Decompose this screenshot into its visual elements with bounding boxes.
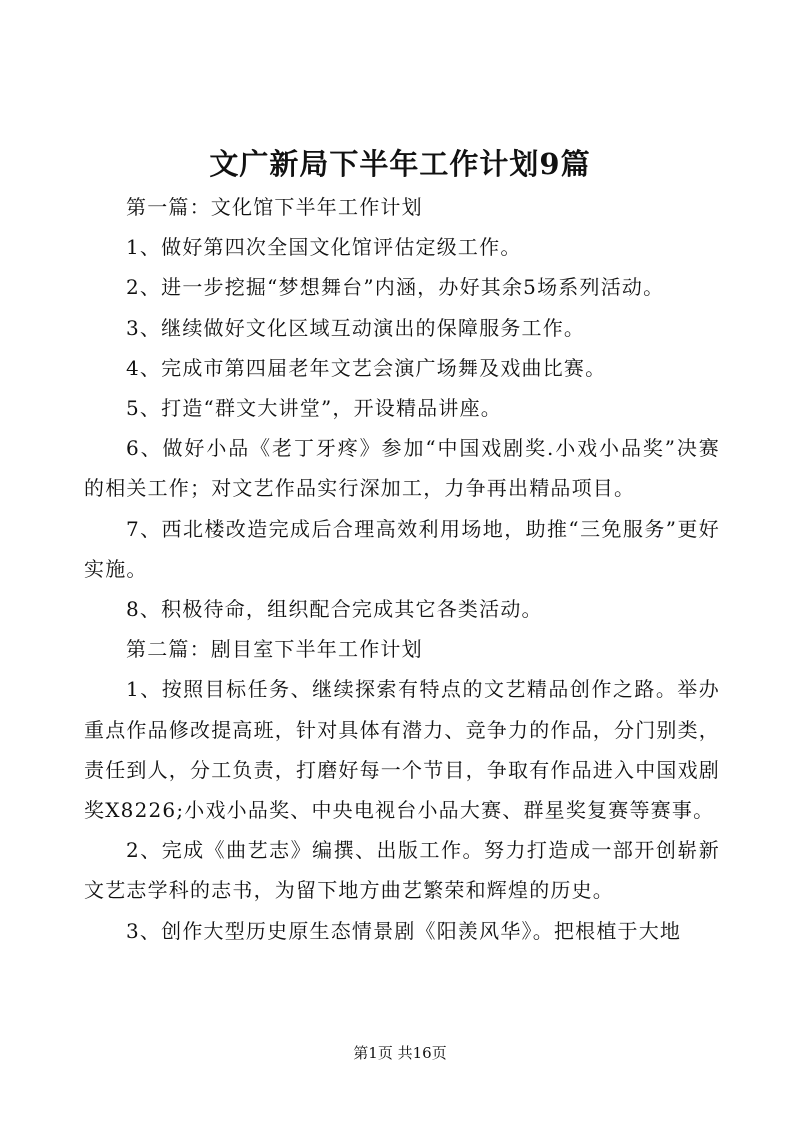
paragraph: 3、创作大型历史原生态情景剧《阳羡风华》。把根植于大地 — [126, 918, 682, 943]
paragraph: 2、进一步挖掘“梦想舞台”内涵，办好其余5场系列活动。 — [126, 275, 665, 300]
paragraph: 8、积极待命，组织配合完成其它各类活动。 — [126, 597, 543, 622]
paragraph: 6、做好小品《老丁牙疼》参加“中国戏剧奖.小戏小品奖”决赛的相关工作；对文艺作品实行深加工，力争再出精品项目。 — [84, 436, 720, 501]
paragraph: 4、完成市第四届老年文艺会演广场舞及戏曲比赛。 — [126, 355, 607, 380]
paragraph: 3、继续做好文化区域互动演出的保障服务工作。 — [126, 315, 586, 340]
paragraph: 5、打造“群文大讲堂”，开设精品讲座。 — [126, 396, 502, 421]
section-heading: 第二篇：剧目室下半年工作计划 — [126, 637, 423, 662]
paragraph: 2、完成《曲艺志》编撰、出版工作。努力打造成一部开创崭新文艺志学科的志书，为留下地方曲艺繁荣和辉煌的历史。 — [84, 838, 720, 903]
paragraph: 7、西北楼改造完成后合理高效利用场地，助推“三免服务”更好实施。 — [84, 516, 720, 581]
page-footer: 第1页 共16页 — [353, 1044, 447, 1062]
document-body — [84, 187, 720, 951]
paragraph: 1、按照目标任务、继续探索有特点的文艺精品创作之路。举办重点作品修改提高班，针对具体有潜力、竞争力的作品，分门别类，责任到人，分工负责，打磨好每一个节目，争取有作品进入中国戏剧奖X8226;小戏小品奖、中央电视台小品大赛、群星奖复赛等赛事。 — [84, 677, 720, 823]
section-heading: 第一篇：文化馆下半年工作计划 — [126, 195, 423, 219]
document-title: 文广新局下半年工作计划9篇 — [209, 147, 591, 181]
paragraph: 1、做好第四次全国文化馆评估定级工作。 — [126, 235, 522, 260]
